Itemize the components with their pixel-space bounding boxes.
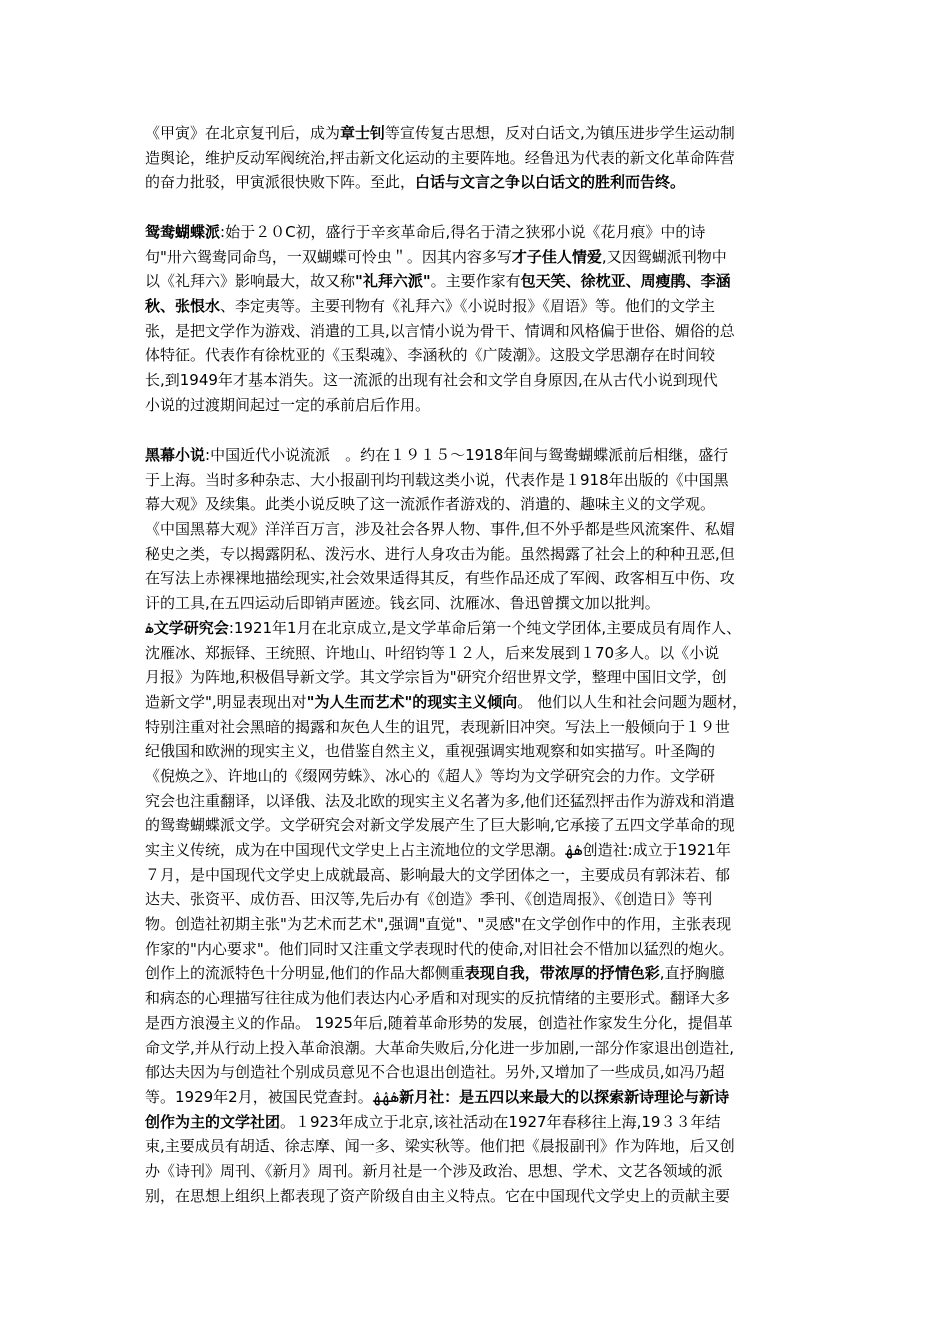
text-run: 、李定夷等。主要刊物有《礼拜六》《小说时报》《眉语》等。他们的文学主 [220,297,716,316]
text-run: 于上海。当时多种杂志、大小报副刊均刊载这类小说，代表作是１918年出版的《中国黑 [145,470,729,489]
text-run: 月报》为阵地,积极倡导新文学。其文学宗旨为"研究介绍世界文学，整理中国旧文学，创 [145,668,727,687]
text-line [145,1184,810,1209]
bold-text-run: 秋、张恨水 [145,297,221,316]
text-run: 句"卅六鸳鸯同命鸟，一双蝴蝶可怜虫＂。因其内容多写 [145,247,512,266]
text-line [145,319,810,344]
text-run: :始于２０C初，盛行于辛亥革命后,得名于清之狭邪小说《花月痕》中的诗 [220,223,706,241]
text-run: 。１923年成立于北京,该社活动在1927年春移往上海,19３３年结 [280,1112,721,1131]
text-line [145,616,810,641]
bold-text-run: 新月社：是五四以来最大的以探索新诗理论与新诗 [399,1087,730,1106]
text-run: 办《诗刊》周刊、《新月》周刊。新月社是一个涉及政治、思想、学术、文艺各领域的派 [145,1161,723,1180]
text-run: 命文学,并从行动上投入革命浪潮。大革命失败后,分化进一步加剧,一部分作家退出创造社, [145,1038,735,1057]
paragraph-yuanyang-hudie-pai [145,220,810,418]
text-run: ۿ [145,618,154,637]
text-line [145,863,810,888]
text-run: 和病态的心理描写往往成为他们表达内心矛盾和对现实的反抗情绪的主要形式。翻译大多 [145,989,731,1008]
text-run: 等。1929年2月，被国民党查封。ۿۿۿ [145,1087,400,1106]
text-line [145,789,810,814]
bold-text-run: 表现自我，带浓厚的抒情色彩 [464,964,660,983]
text-line [145,566,810,591]
bold-text-run: 白话与文言之争以白话文的胜利而告终。 [415,173,686,192]
text-run: 束,主要成员有胡适、徐志摩、闻一多、梁实秋等。他们把《晨报副刊》作为阵地，后又创 [145,1137,735,1156]
text-line [145,690,810,715]
text-run: 体特征。代表作有徐枕亚的《玉梨魂》、李涵秋的《广陵潮》。这股文学思潮存在时间较 [145,346,716,365]
text-run: ,又因鸳蝴派刊物中 [601,247,727,266]
text-line [145,368,810,393]
text-line [145,937,810,962]
text-run: ７月，是中国现代文学史上成就最高、影响最大的文学团体之一，主要成员有郭沫若、郁 [145,865,731,884]
text-line [145,492,810,517]
text-run: 郁达夫因为与创造社个别成员意见不合也退出创造社。另外,又增加了一些成员,如冯乃超 [145,1063,725,1082]
paragraph-jiayin [145,121,810,195]
bold-text-run: "为人生而艺术"的现实主义倾向 [306,692,518,711]
bold-text-run: 才子佳人情爱 [511,247,602,266]
bold-text-run: 创作为主的文学社团 [145,1112,281,1131]
text-run: 造舆论，维护反动军阀统治,抨击新文化运动的主要阵地。经鲁迅为代表的新文化革命阵营 [145,148,735,167]
bold-text-run: 包天笑、徐枕亚、周瘦鹃、李涵 [520,272,731,291]
bold-text-run: 章士钊 [340,124,386,142]
text-line [145,343,810,368]
text-run: 达夫、张资平、成仿吾、田汉等,先后办有《创造》季刊、《创造周报》、《创造日》等刊 [145,890,713,909]
text-run: 造新文学",明显表现出对 [145,692,307,711]
text-run: 等宣传复古思想，反对白话文,为镇压进步学生运动制 [385,124,735,142]
text-line [145,542,810,567]
text-line [145,220,810,245]
text-run: 秘史之类，专以揭露阴私、泼污水、进行人身攻击为能。虽然揭露了社会上的种种丑恶,但 [145,544,735,563]
text-line [145,813,810,838]
text-line [145,1060,810,1085]
bold-text-run: 文学研究会 [153,618,229,637]
text-run: :中国近代小说流派 。约在１９１５～1918年间与鸳鸯蝴蝶派前后相继，盛行 [205,446,729,464]
text-run: 究会也注重翻译，以译俄、法及北欧的现实主义名著为多,他们还猛烈抨击作为游戏和消遣 [145,791,735,810]
text-run: :1921年1月在北京成立,是文学革命后第一个纯文学团体,主要成员有周作人、 [228,618,742,637]
text-line [145,715,810,740]
text-line [145,838,810,863]
bold-text-run: 黑幕小说 [145,446,206,464]
text-line [145,887,810,912]
text-line [145,269,810,294]
text-line [145,245,810,270]
text-line [145,1110,810,1135]
text-run: 的鸳鸯蝴蝶派文学。文学研究会对新文学发展产生了巨大影响,它承接了五四文学革命的现 [145,816,735,835]
text-run: 。 他们以人生和社会问题为题材， [517,692,748,711]
text-line [145,121,810,146]
text-run: 小说的过渡期间起过一定的承前启后作用。 [145,395,431,414]
text-run: 《甲寅》在北京复刊后，成为 [145,124,341,142]
text-line [145,1011,810,1036]
text-line [145,517,810,542]
text-run: 以《礼拜六》影响最大，故又称 [145,272,356,291]
text-run: 长,到1949年才基本消失。这一流派的出现有社会和文学自身原因,在从古代小说到现代 [145,371,718,390]
text-run: 沈雁冰、郑振铎、王统照、许地山、叶绍钧等１２人，后来发展到１70多人。以《小说 [145,643,720,662]
text-line [145,912,810,937]
text-line [145,1085,810,1110]
text-line [145,665,810,690]
text-run: 创作上的流派特色十分明显,他们的作品大都侧重 [145,964,465,983]
text-line [145,739,810,764]
text-line [145,146,810,171]
text-run: 是西方浪漫主义的作品。 1925年后,随着革命形势的发展，创造社作家发生分化，提倡革 [145,1013,733,1032]
text-line [145,961,810,986]
text-line [145,1036,810,1061]
text-run: 别，在思想上组织上都表现了资产阶级自由主义特点。它在中国现代文学史上的贡献主要 [145,1186,731,1205]
text-line [145,986,810,1011]
text-run: 幕大观》及续集。此类小说反映了这一流派作者游戏的、消遣的、趣味主义的文学观。 [145,495,716,514]
bold-text-run: 鸳鸯蝴蝶派 [145,223,221,241]
text-run: 讦的工具,在五四运动后即销声匿迹。钱玄同、沈雁冰、鲁迅曾撰文加以批判。 [145,594,660,613]
text-run: 《倪焕之》、许地山的《缀网劳蛛》、冰心的《超人》等均为文学研究会的力作。文学研 [145,766,716,785]
paragraph-heimu-xiaoshuo-and-societies [145,443,810,1208]
bold-text-run: "礼拜六派" [355,272,431,291]
text-run: 特别注重对社会黑暗的揭露和灰色人生的诅咒，表现新旧冲突。写法上一般倾向于１９世 [145,717,731,736]
text-run: 。主要作家有 [430,272,521,291]
text-run: ,直抒胸臆 [659,964,725,983]
text-line [145,468,810,493]
text-line [145,294,810,319]
text-run: 纪俄国和欧洲的现实主义，也借鉴自然主义，重视强调实地观察和如实描写。叶圣陶的 [145,742,716,761]
text-run: 实主义传统，成为在中国现代文学史上占主流地位的文学思潮。ۿۿ创造社:成立于1921年 [145,841,731,859]
text-run: 在写法上赤裸裸地描绘现实,社会效果适得其反，有些作品还成了军阀、政客相互中伤、攻 [145,569,735,588]
text-line [145,764,810,789]
text-line [145,1134,810,1159]
text-line [145,443,810,468]
text-line [145,393,810,418]
text-run: 张，是把文学作为游戏、消遣的工具,以言情小说为骨干、情调和风格偏于世俗、媚俗的总 [145,321,735,340]
text-line [145,170,810,195]
text-line [145,1159,810,1184]
text-line [145,641,810,666]
text-run: 的奋力批驳，甲寅派很快败下阵。至此， [145,173,416,192]
text-run: 物。创造社初期主张"为艺术而艺术",强调"直觉"、"灵感"在文学创作中的作用，主张表现 [145,915,732,934]
text-line [145,591,810,616]
text-run: 作家的"内心要求"。他们同时又注重文学表现时代的使命,对旧社会不惜加以猛烈的炮火。 [145,939,734,958]
text-run: 《中国黑幕大观》洋洋百万言，涉及社会各界人物、事件,但不外乎都是些风流案件、私媢 [145,520,735,539]
